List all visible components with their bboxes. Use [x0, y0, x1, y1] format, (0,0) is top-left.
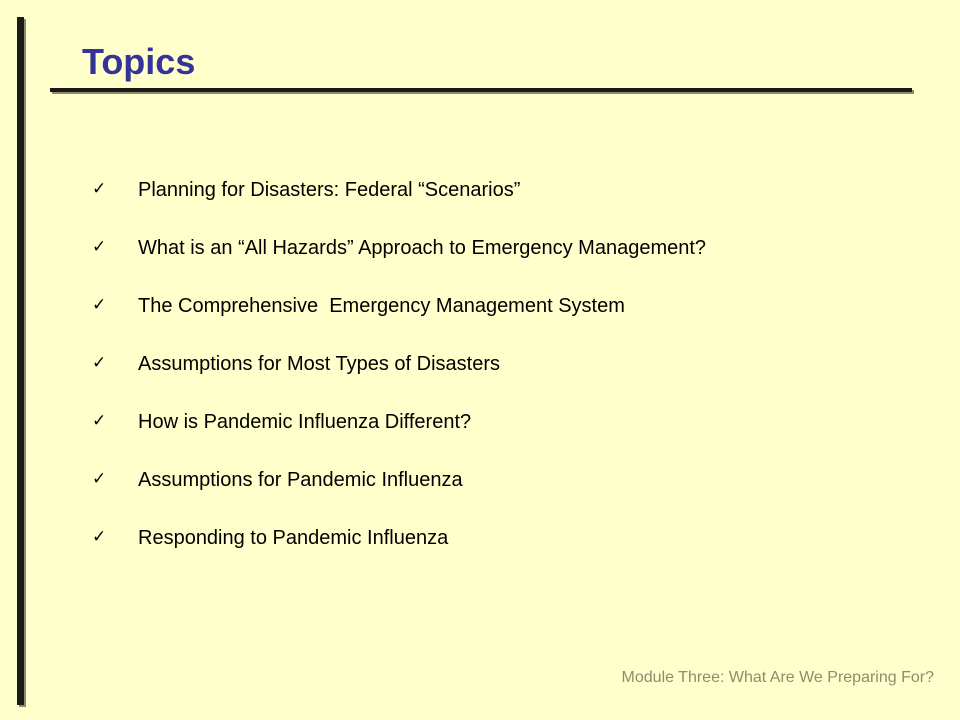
topic-label: How is Pandemic Influenza Different? [138, 411, 472, 433]
topic-label: Assumptions for Pandemic Influenza [138, 469, 463, 491]
checkmark-icon: ✓ [92, 469, 107, 489]
checkmark-icon: ✓ [92, 295, 107, 315]
topic-label: What is an “All Hazards” Approach to Emergency Management? [138, 237, 707, 259]
checkmark-icon: ✓ [92, 411, 107, 431]
checkmark-icon: ✓ [92, 179, 107, 199]
slide-title: Topics [82, 41, 196, 82]
topic-label: Assumptions for Most Types of Disasters [138, 353, 500, 375]
topic-label: Planning for Disasters: Federal “Scenarios” [138, 179, 521, 201]
footer-module-title: Module Three: What Are We Preparing For? [621, 669, 934, 686]
checkmark-icon: ✓ [92, 237, 107, 257]
left-border-bar [17, 17, 24, 705]
checkmark-icon: ✓ [92, 527, 107, 547]
title-underline-rule [50, 88, 912, 92]
topic-label: Responding to Pandemic Influenza [138, 527, 449, 549]
topic-label: The Comprehensive Emergency Management System [138, 295, 625, 317]
checkmark-icon: ✓ [92, 353, 107, 373]
